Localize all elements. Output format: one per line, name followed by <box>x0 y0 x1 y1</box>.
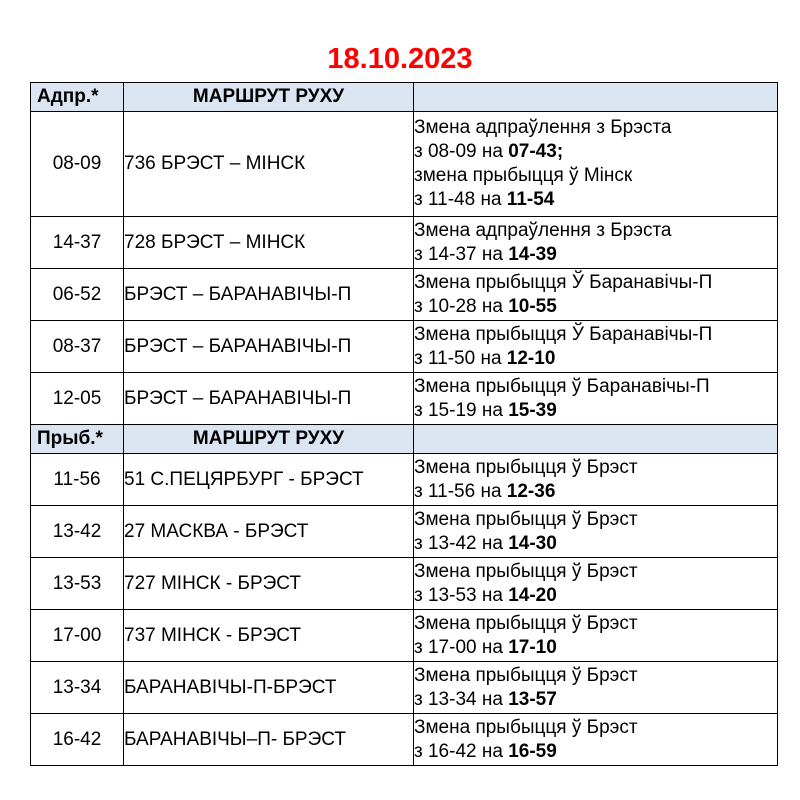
table-row <box>31 217 778 269</box>
change-text: Змена адпраўлення з Брэста <box>414 117 672 138</box>
time-cell: 12-05 <box>31 373 124 425</box>
change-line <box>414 480 777 504</box>
change-cell <box>414 269 778 321</box>
page-title: 18.10.2023 <box>327 43 473 75</box>
time-cell: 08-09 <box>31 112 124 217</box>
change-text: Змена прыбыцця ў Брэст <box>414 560 638 582</box>
change-line <box>414 188 777 212</box>
table-row <box>31 112 778 217</box>
change-line <box>414 612 777 636</box>
change-line <box>414 295 777 319</box>
route-cell: 51 С.ПЕЦЯРБУРГ - БРЭСТ <box>124 454 414 506</box>
new-time: 13-57 <box>508 688 557 710</box>
table-row <box>31 373 778 425</box>
change-cell <box>414 373 778 425</box>
route-cell: 727 МІНСК - БРЭСТ <box>124 558 414 610</box>
change-text: Змена прыбыцця ў Брэст <box>414 508 638 530</box>
header-route-cell: МАРШРУТ РУХУ <box>124 83 414 112</box>
route-cell: 737 МІНСК - БРЭСТ <box>124 610 414 662</box>
route-cell: 728 БРЭСТ – МІНСК <box>124 217 414 269</box>
table-row <box>31 558 778 610</box>
change-cell <box>414 662 778 714</box>
change-text: Змена прыбыцця ў Брэст <box>414 664 638 686</box>
change-line <box>414 716 777 740</box>
header-time-cell: Прыб.* <box>31 425 124 454</box>
new-time: 16-59 <box>508 740 557 762</box>
new-time: 14-39 <box>508 243 557 265</box>
change-from-text: з 16-42 на <box>414 740 509 762</box>
new-time: 10-55 <box>508 295 557 317</box>
route-cell: БАРАНАВІЧЫ–П- БРЭСТ <box>124 714 414 766</box>
table-row <box>31 714 778 766</box>
table-row <box>31 610 778 662</box>
change-line <box>414 456 777 480</box>
change-cell <box>414 454 778 506</box>
time-cell: 08-37 <box>31 321 124 373</box>
change-cell <box>414 321 778 373</box>
new-time: 12-10 <box>506 347 556 369</box>
change-cell <box>414 217 778 269</box>
time-cell: 17-00 <box>31 610 124 662</box>
change-from-text: з 11-50 на <box>414 347 507 369</box>
time-cell: 06-52 <box>31 269 124 321</box>
new-time: 07-43 <box>508 141 557 162</box>
header-change-cell <box>414 83 778 112</box>
change-line <box>414 399 777 423</box>
schedule-table <box>30 82 778 766</box>
header-route-cell: МАРШРУТ РУХУ <box>124 425 414 454</box>
change-line <box>414 688 777 712</box>
change-cell <box>414 610 778 662</box>
time-cell: 16-42 <box>31 714 124 766</box>
new-time: 17-10 <box>508 636 557 658</box>
change-cell <box>414 558 778 610</box>
change-text: Змена прыбыцця Ў Баранавічы-П <box>414 323 713 345</box>
new-time: 11-54 <box>506 189 555 210</box>
change-line <box>414 375 777 399</box>
change-line <box>414 271 777 295</box>
change-line <box>414 532 777 556</box>
change-from-text: з 17-00 на <box>414 636 509 658</box>
change-from-text: з 14-37 на <box>414 243 509 265</box>
change-cell <box>414 714 778 766</box>
change-text: Змена адпраўлення з Брэста <box>414 219 672 241</box>
change-line <box>414 584 777 608</box>
time-cell: 13-34 <box>31 662 124 714</box>
section-header-row <box>31 83 778 112</box>
route-cell: 27 МАСКВА - БРЭСТ <box>124 506 414 558</box>
change-from-text: з 11-48 на <box>414 189 507 210</box>
change-text: Змена прыбыцця ў Брэст <box>414 716 638 738</box>
time-cell: 13-42 <box>31 506 124 558</box>
table-row <box>31 321 778 373</box>
change-line <box>414 243 777 267</box>
change-line <box>414 140 777 164</box>
change-from-text: з 10-28 на <box>414 295 509 317</box>
header-time-cell: Адпр.* <box>31 83 124 112</box>
route-cell: 736 БРЭСТ – МІНСК <box>124 112 414 217</box>
change-line <box>414 664 777 688</box>
header-change-cell <box>414 425 778 454</box>
change-text: Змена прыбыцця ў Брэст <box>414 612 638 634</box>
table-row <box>31 662 778 714</box>
change-line <box>414 116 777 140</box>
table-row <box>31 454 778 506</box>
change-line <box>414 347 777 371</box>
change-cell <box>414 112 778 217</box>
table-row <box>31 506 778 558</box>
change-line <box>414 219 777 243</box>
route-cell: БРЭСТ – БАРАНАВІЧЫ-П <box>124 269 414 321</box>
new-time: 14-30 <box>508 532 557 554</box>
change-text: Змена прыбыцця Ў Баранавічы-П <box>414 271 713 293</box>
time-cell: 14-37 <box>31 217 124 269</box>
time-cell: 11-56 <box>31 454 124 506</box>
new-time: 12-36 <box>506 480 556 502</box>
change-line <box>414 740 777 764</box>
table-row <box>31 269 778 321</box>
route-cell: БРЭСТ – БАРАНАВІЧЫ-П <box>124 321 414 373</box>
change-line <box>414 323 777 347</box>
change-cell <box>414 506 778 558</box>
change-text: змена прыбыцця ў Мінск <box>414 165 633 186</box>
time-cell: 13-53 <box>31 558 124 610</box>
change-line <box>414 164 777 188</box>
change-from-text: з 13-53 на <box>414 584 509 606</box>
change-line <box>414 560 777 584</box>
section-header-row <box>31 425 778 454</box>
change-from-text: з 11-56 на <box>414 480 507 502</box>
new-time: 14-20 <box>508 584 557 606</box>
change-from-text: з 13-42 на <box>414 532 509 554</box>
change-from-text: з 08-09 на <box>414 141 509 162</box>
route-cell: БАРАНАВІЧЫ-П-БРЭСТ <box>124 662 414 714</box>
change-punctuation: ; <box>556 141 564 162</box>
change-text: Змена прыбыцця ў Баранавічы-П <box>414 375 710 397</box>
route-cell: БРЭСТ – БАРАНАВІЧЫ-П <box>124 373 414 425</box>
change-line <box>414 636 777 660</box>
new-time: 15-39 <box>508 399 557 421</box>
schedule-body <box>31 83 778 766</box>
change-line <box>414 508 777 532</box>
change-from-text: з 13-34 на <box>414 688 509 710</box>
change-text: Змена прыбыцця ў Брэст <box>414 456 638 478</box>
change-from-text: з 15-19 на <box>414 399 509 421</box>
